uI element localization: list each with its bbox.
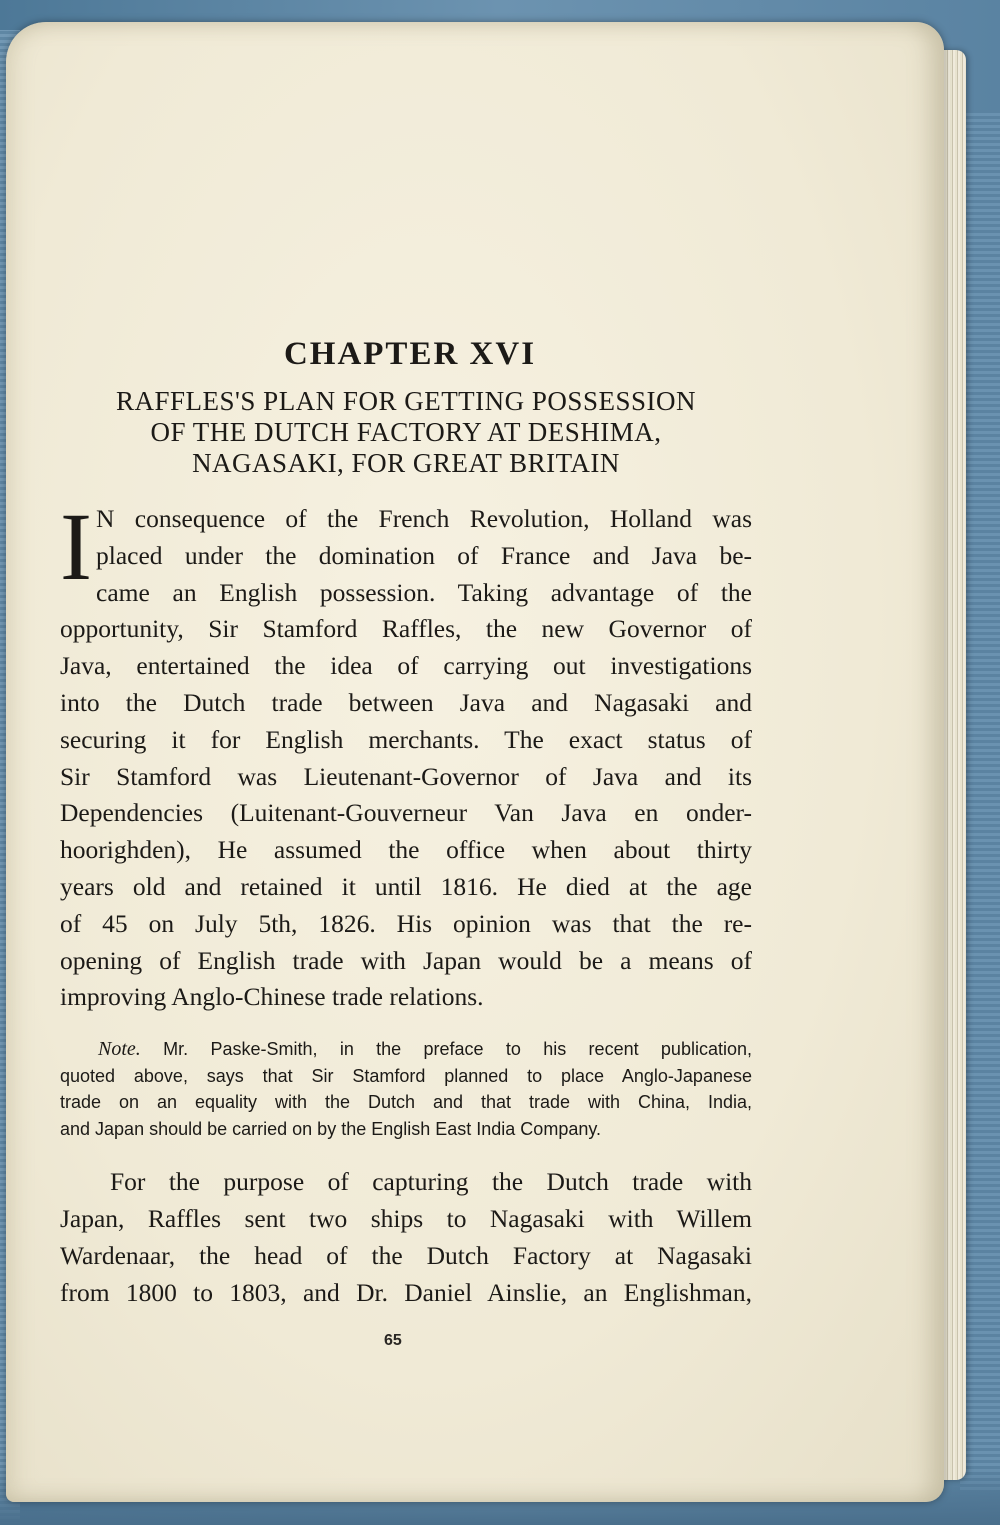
text-line: Sir Stamford was Lieutenant-Governor of Java and its <box>60 761 752 791</box>
paragraph-1 <box>60 493 752 1016</box>
drop-cap-block <box>60 493 752 611</box>
text-line: hoorighden), He assumed the office when about thirty <box>60 835 752 865</box>
book-page <box>6 22 944 1502</box>
page-number: 65 <box>384 1332 402 1349</box>
note-line <box>60 1036 752 1063</box>
drop-cap-letter: I <box>60 493 92 600</box>
chapter-title <box>60 386 752 479</box>
text-line: improving Anglo-Chinese trade relations. <box>60 982 484 1012</box>
note-line: quoted above, says that Sir Stamford planned to place Anglo-Japanese <box>60 1065 752 1086</box>
text-line: opportunity, Sir Stamford Raffles, the new Governor of <box>60 614 752 644</box>
paragraph-2 <box>60 1164 752 1311</box>
text-line: came an English possession. Taking advantage of the <box>96 577 752 607</box>
page-text <box>60 322 752 1311</box>
chapter-heading: CHAPTER XVI <box>283 336 537 372</box>
text-line: Dependencies (Luitenant-Gouverneur Van Java en onder- <box>60 798 752 828</box>
note-line: and Japan should be carried on by the English East India Company. <box>60 1118 602 1139</box>
note-label: Note. <box>98 1038 141 1061</box>
text-line: from 1800 to 1803, and Dr. Daniel Ainslie, an Englishman, <box>60 1277 752 1307</box>
text-line: of 45 on July 5th, 1826. His opinion was that the re- <box>60 908 752 938</box>
text-line: placed under the domination of France and Java be- <box>96 540 752 570</box>
chapter-title-line: RAFFLES'S PLAN FOR GETTING POSSESSION <box>116 386 696 416</box>
text-line: years old and retained it until 1816. He died at the age <box>60 871 752 901</box>
note-text: Mr. Paske-Smith, in the preface to his recent publication, <box>163 1039 752 1060</box>
text-line: N consequence of the French Revolution, Holland was <box>96 504 752 533</box>
chapter-title-line: NAGASAKI, FOR GREAT BRITAIN <box>192 448 620 478</box>
text-line: securing it for English merchants. The exact status of <box>60 724 752 754</box>
footnote <box>60 1036 752 1142</box>
text-line: opening of English trade with Japan would be a means of <box>60 945 752 975</box>
drop-cap-lines <box>96 501 752 611</box>
chapter-title-line: OF THE DUTCH FACTORY AT DESHIMA, <box>150 417 662 447</box>
text-line: Wardenaar, the head of the Dutch Factory at Nagasaki <box>60 1240 752 1270</box>
book-cover-right-edge <box>960 110 1000 1490</box>
text-line: into the Dutch trade between Java and Nagasaki and <box>60 687 752 717</box>
text-line: For the purpose of capturing the Dutch trade with <box>110 1167 752 1197</box>
text-line: Japan, Raffles sent two ships to Nagasaki with Willem <box>60 1203 752 1233</box>
text-line: Java, entertained the idea of carrying out investigations <box>60 651 752 681</box>
note-line: trade on an equality with the Dutch and that trade with China, India, <box>60 1092 752 1113</box>
